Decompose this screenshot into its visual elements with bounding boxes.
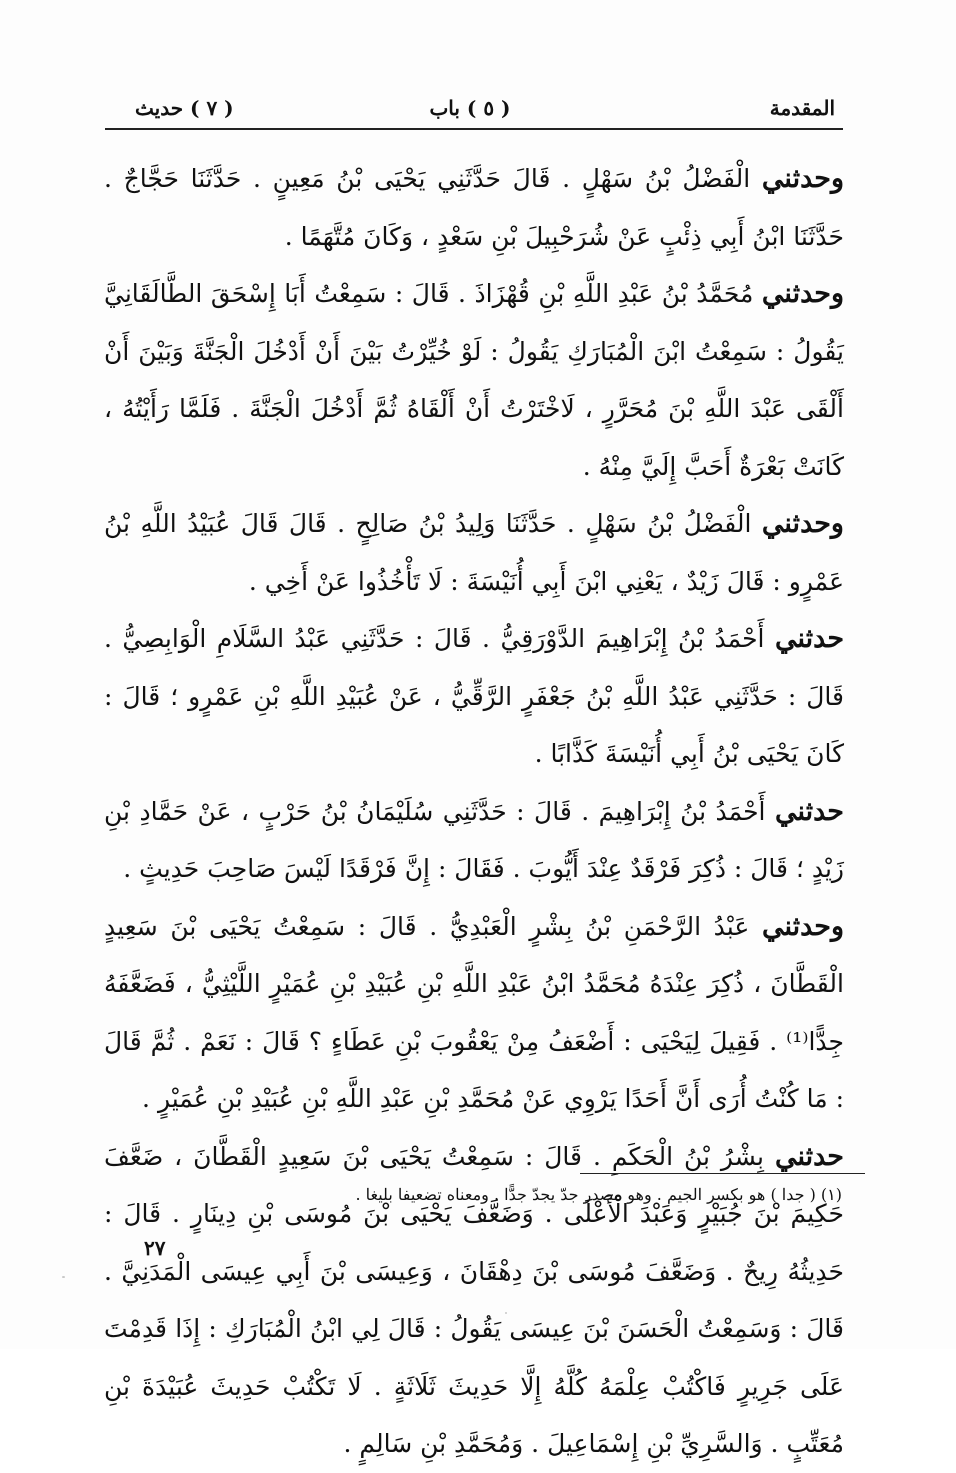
narration-lead: حدثني [774, 623, 845, 654]
page-number: ٢٧ [144, 1236, 166, 1260]
paragraph-text: عَبْدُ الرَّحْمَنِ بْنُ بِشْرٍ الْعَبْدِيُّ . قَالَ : سَمِعْتُ يَحْيَى بْنَ سَعِيدٍ الْقَطَّانَ ، ذُكِرَ عِنْدَهُ مُحَمَّدُ ابْنُ عَبْدِ اللَّهِ بْنِ عُبَيْدِ بْنِ عُمَيْرٍ اللَّيْثِيُّ ، فَضَعَّفَهُ جِدًّا⁽¹⁾ . فَقِيلَ لِيَحْيَى : أَضْعَفُ مِنْ يَعْقُوبَ بْنِ عَطَاءٍ ؟ قَالَ : نَعَمْ . ثُمَّ قَالَ : مَا كُنْتُ أُرَى أَنَّ أَحَدًا يَرْوِي عَنْ مُحَمَّدِ بْنِ عَبْدِ اللَّهِ بْنِ عُبَيْدِ بْنِ عُمَيْرٍ . [104, 911, 844, 1113]
hadith-paragraph [104, 150, 844, 265]
running-head [105, 92, 835, 128]
scan-speck [62, 1276, 65, 1278]
paragraph-text: الْفَضْلُ بْنُ سَهْلٍ . حَدَّثَنَا وَلِيدُ بْنُ صَالِحٍ . قَالَ قَالَ عُبَيْدُ اللَّهِ بْنُ عَمْرٍو : قَالَ زَيْدٌ ، يَعْنِي ابْنَ أَبِي أُنَيْسَةَ : لَا تَأْخُذُوا عَنْ أَخِي . [104, 509, 844, 596]
hadith-paragraph [104, 495, 844, 610]
narration-lead: وحدثني [761, 163, 844, 194]
narration-lead: حدثني [774, 795, 844, 827]
narration-lead: وحدثني [761, 508, 844, 539]
narration-lead: وحدثني [761, 910, 845, 942]
paragraph-text: مُحَمَّدُ بْنُ عَبْدِ اللَّهِ بْنِ قُهْزَاذَ . قَالَ : سَمِعْتُ أَبَا إِسْحَقَ الطَّالَقَانِيَّ يَقُولُ : سَمِعْتُ ابْنَ الْمُبَارَكِ يَقُولُ : لَوْ خُيِّرْتُ بَيْنَ أَنْ أَدْخُلَ الْجَنَّةَ وَبَيْنَ أَنْ أَلْقَى عَبْدَ اللَّهِ بْنَ مُحَرَّرٍ ، لَاخْتَرْتُ أَنْ أَلْقَاهُ ثُمَّ أَدْخُلَ الْجَنَّةَ . فَلَمَّا رَأَيْتُهُ ، كَانَتْ بَعْرَةٌ أَحَبَّ إِلَيَّ مِنْهُ . [104, 279, 844, 481]
paragraph-text: أَحْمَدُ بْنُ إِبْرَاهِيمَ . قَالَ : حَدَّثَنِي سُلَيْمَانُ بْنُ حَرْبٍ ، عَنْ حَمَّادِ بْنِ زَيْدٍ ؛ قَالَ : ذُكِرَ فَرْقَدٌ عِنْدَ أَيُّوبَ . فَقَالَ : إِنَّ فَرْقَدًا لَيْسَ صَاحِبَ حَدِيثٍ . [104, 796, 844, 883]
paragraph-text: بِشْرُ بْنُ الْحَكَمِ . قَالَ : سَمِعْتُ يَحْيَى بْنَ سَعِيدٍ الْقَطَّانَ ، ضَعَّفَ حَكِيمَ بْنَ جُبَيْرٍ وَعَبْدَ الْأَعْلَى . وَضَعَّفَ يَحْيَى بْنَ مُوسَى بْنِ دِينَارٍ . قَالَ : حَدِيثُهُ رِيحٌ . وَضَعَّفَ مُوسَى بْنَ دِهْقَانَ ، وَعِيسَى بْنَ أَبِي عِيسَى الْمَدَنِيَّ . قَالَ : وَسَمِعْتُ الْحَسَنَ بْنَ عِيسَى يَقُولُ : قَالَ لِي ابْنُ الْمُبَارَكِ : إِذَا قَدِمْتَ عَلَى جَرِيرٍ فَاكْتُبْ عِلْمَهُ كُلَّهُ إِلَّا حَدِيثَ ثَلَاثَةٍ . لَا تَكْتُبْ حَدِيثَ عُبَيْدَةَ بْنِ مُعَتِّبٍ . وَالسَّرِيِّ بْنِ إِسْمَاعِيلَ . وَمُحَمَّدِ بْنِ سَالِمٍ . [104, 1141, 844, 1458]
scan-speck [505, 1312, 507, 1314]
footnote-divider [580, 1173, 865, 1174]
paragraph-text: أَحْمَدُ بْنُ إِبْرَاهِيمَ الدَّوْرَقِيُّ . قَالَ : حَدَّثَنِي عَبْدُ السَّلَامِ الْوَابِصِيُّ . قَالَ : حَدَّثَنِي عَبْدُ اللَّهِ بْنُ جَعْفَرٍ الرَّقِّيُّ ، عَنْ عُبَيْدِ اللَّهِ بْنِ عَمْرٍو ؛ قَالَ : كَانَ يَحْيَى بْنُ أَبِي أُنَيْسَةَ كَذَّابًا . [104, 624, 844, 768]
narration-lead: وحدثني [761, 278, 844, 309]
hadith-paragraph [104, 610, 844, 783]
hadith-paragraph [104, 783, 844, 898]
hadith-paragraph [104, 898, 844, 1128]
main-text [104, 150, 844, 1473]
header-divider [105, 128, 843, 130]
paragraph-text: الْفَضْلُ بْنُ سَهْلٍ . قَالَ حَدَّثَنِي يَحْيَى بْنُ مَعِينٍ . حَدَّثَنَا حَجَّاجٌ . حَدَّثَنَا ابْنُ أَبِي ذِئْبٍ عَنْ شُرَحْبِيلَ بْنِ سَعْدٍ ، وَكَانَ مُتَّهَمًا . [104, 164, 844, 251]
hadith-paragraph [104, 265, 844, 495]
section-title: المقدمة [769, 96, 835, 120]
narration-lead: حدثني [774, 1140, 844, 1172]
hadith-number: ( ٧ ) حديث [135, 96, 234, 120]
chapter-number: ( ٥ ) باب [429, 96, 511, 120]
footnote: (١) ( جدا ) هو بكسر الجيم . وهو مصدر جدّ يجدّ جدًّا . ومعناه تضعيفا بليغا . [355, 1185, 842, 1204]
